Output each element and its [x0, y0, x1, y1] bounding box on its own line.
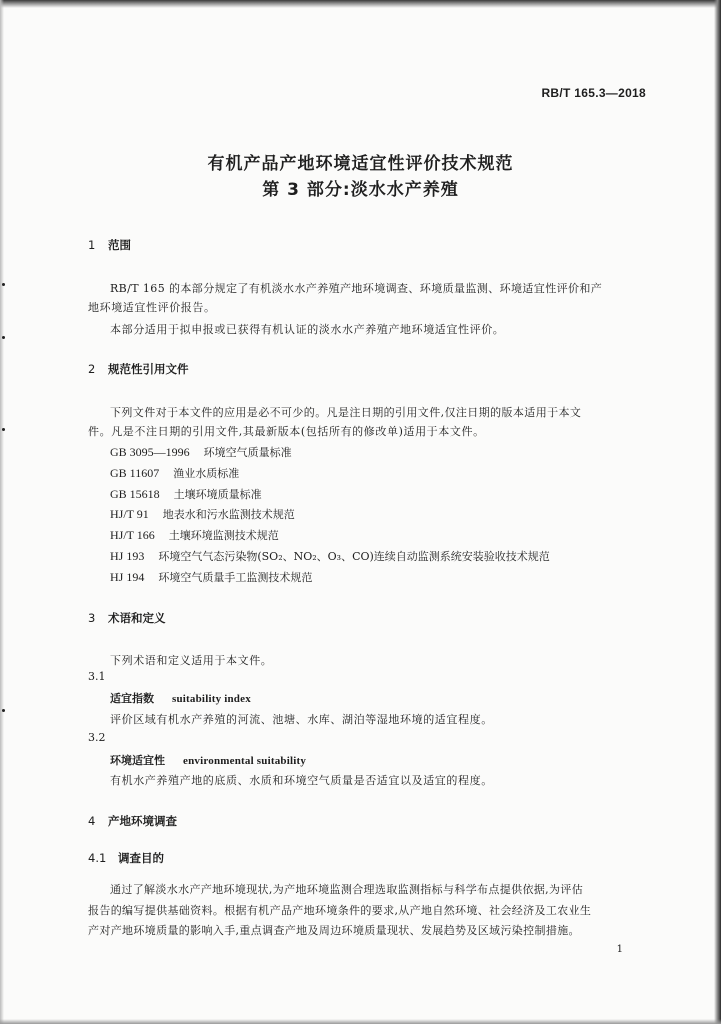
paragraph-line: 下列术语和定义适用于本文件。: [110, 654, 273, 667]
reference-title: 环境空气气态污染物(SO₂、NO₂、O₃、CO)连续自动监测系统安装验收技术规范: [158, 550, 550, 563]
scan-edge-bottom: [0, 1019, 721, 1024]
reference-code: GB 15618: [110, 487, 160, 501]
section-3-heading: [88, 610, 166, 626]
term-definition: 有机水产养殖产地的底质、水质和环境空气质量是否适宜以及适宜的程度。: [110, 774, 493, 787]
paragraph-line: 下列文件对于本文件的应用是必不可少的。凡是注日期的引用文件,仅注日期的版本适用于本文: [110, 406, 582, 419]
paragraph-line: 报告的编写提供基础资料。根据有机产品产地环境条件的要求,从产地自然环境、社会经济及工农业生: [88, 904, 592, 917]
scan-mark: [2, 283, 5, 286]
reference-item: [110, 548, 550, 564]
reference-code: GB 3095—1996: [110, 445, 190, 459]
section-title: 规范性引用文件: [108, 362, 189, 376]
term-entry: [110, 690, 251, 706]
section-number: 4: [88, 814, 96, 828]
term-en: environmental suitability: [183, 755, 307, 767]
reference-code: HJ/T 166: [110, 528, 155, 542]
paragraph-line: 本部分适用于拟申报或已获得有机认证的淡水水产养殖产地环境适宜性评价。: [110, 323, 505, 336]
term-zh: 环境适宜性: [110, 754, 165, 767]
section-number: 3: [88, 611, 96, 625]
subsection-number: 4.1: [88, 851, 107, 865]
section-4-heading: [88, 813, 177, 829]
document-title: 有机产品产地环境适宜性评价技术规范: [207, 154, 514, 174]
paragraph-line: 通过了解淡水水产产地环境现状,为产地环境监测合理选取监测指标与科学布点提供依据,为评估: [110, 883, 584, 896]
subsection-4-1-heading: [88, 850, 164, 866]
page-number: 1: [616, 944, 623, 955]
reference-item: [110, 465, 239, 481]
scan-edge-top: [0, 0, 721, 8]
reference-item: [110, 506, 295, 522]
term-number: 3.2: [88, 731, 106, 744]
reference-code: HJ 194: [110, 570, 145, 584]
term-en: suitability index: [172, 693, 251, 705]
reference-title: 土壤环境质量标准: [173, 488, 262, 501]
reference-title: 渔业水质标准: [173, 467, 240, 480]
paragraph-line: RB/T 165 的本部分规定了有机淡水水产养殖产地环境调查、环境质量监测、环境适宜性评价和产: [110, 282, 603, 295]
scan-mark: [2, 336, 5, 339]
term-number: 3.1: [88, 670, 106, 683]
scan-mark: [2, 428, 5, 431]
reference-item: [110, 444, 292, 460]
section-number: 2: [88, 362, 96, 376]
reference-item: [110, 486, 262, 502]
term-definition: 评价区域有机水产养殖的河流、池塘、水库、湖泊等湿地环境的适宜程度。: [110, 713, 493, 726]
reference-item: [110, 527, 279, 543]
reference-item: [110, 569, 312, 585]
reference-code: HJ/T 91: [110, 507, 149, 521]
section-2-heading: [88, 361, 189, 377]
scan-mark: [2, 709, 5, 712]
section-title: 范围: [108, 238, 131, 252]
document-subtitle: 第 3 部分:淡水水产养殖: [262, 180, 459, 200]
paragraph-line: 件。凡是不注日期的引用文件,其最新版本(包括所有的修改单)适用于本文件。: [88, 425, 485, 438]
term-zh: 适宜指数: [110, 692, 154, 705]
reference-code: HJ 193: [110, 549, 145, 563]
reference-title: 土壤环境监测技术规范: [168, 529, 279, 542]
section-1-heading: [88, 237, 131, 253]
paragraph-line: 产对产地环境质量的影响入手,重点调查产地及周边环境质量现状、发展趋势及区域污染控制措施。: [88, 924, 580, 937]
term-entry: [110, 752, 306, 768]
reference-title: 地表水和污水监测技术规范: [162, 508, 295, 521]
section-title: 产地环境调查: [108, 814, 177, 828]
paragraph-line: 地环境适宜性评价报告。: [88, 301, 216, 314]
reference-code: GB 11607: [110, 466, 160, 480]
subsection-title: 调查目的: [118, 851, 164, 865]
section-title: 术语和定义: [108, 611, 166, 625]
section-number: 1: [88, 238, 96, 252]
reference-title: 环境空气质量手工监测技术规范: [158, 571, 313, 584]
standard-number: RB/T 165.3—2018: [541, 86, 646, 100]
reference-title: 环境空气质量标准: [203, 446, 292, 459]
